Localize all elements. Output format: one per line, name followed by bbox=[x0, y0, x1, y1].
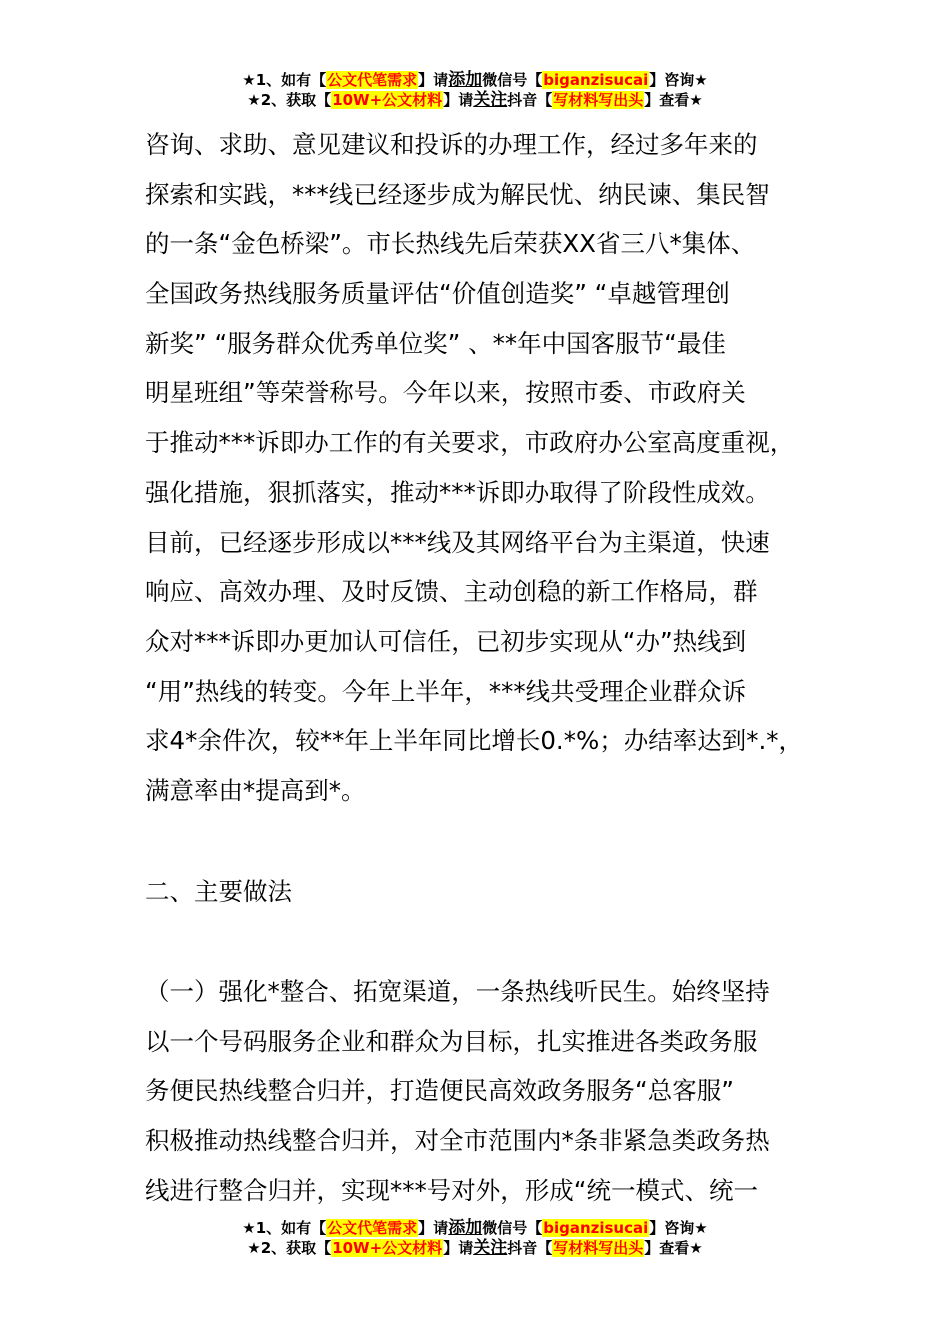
paragraph-section-1 bbox=[145, 967, 845, 1215]
text-line: 目前，已经逐步形成以***线及其网络平台为主渠道，快速 bbox=[145, 527, 770, 557]
promo-text: 】咨询★ bbox=[649, 71, 708, 89]
promo-line-1 bbox=[0, 1218, 950, 1238]
promo-highlight: 公文代笔需求 bbox=[327, 71, 418, 89]
promo-wechat-id: biganzisucai bbox=[543, 1219, 649, 1237]
promo-text: ★1、如有【 bbox=[242, 71, 327, 89]
promo-text: 】请 bbox=[418, 1219, 449, 1237]
promo-highlight: 公文代笔需求 bbox=[327, 1219, 418, 1237]
text-line: 探索和实践，***线已经逐步成为解民忧、纳民谏、集民智 bbox=[145, 179, 770, 209]
promo-text: ★1、如有【 bbox=[242, 1219, 327, 1237]
promo-underlined-text: 添加 bbox=[448, 70, 483, 90]
text-line: 全国政务热线服务质量评估“价值创造奖” “卓越管理创 bbox=[145, 279, 730, 309]
promo-douyin-id: 写材料写出头 bbox=[553, 91, 644, 109]
promo-line-2 bbox=[0, 1238, 950, 1258]
text-line: 新奖” “服务群众优秀单位奖” 、**年中国客服节“最佳 bbox=[145, 328, 726, 358]
promo-text: ★2、获取【 bbox=[247, 91, 332, 109]
promo-wechat-id: biganzisucai bbox=[543, 71, 649, 89]
promo-underlined-text: 关注 bbox=[473, 1238, 508, 1258]
text-line: 满意率由*提高到*。 bbox=[145, 775, 366, 805]
text-line: 咨询、求助、意见建议和投诉的办理工作，经过多年来的 bbox=[145, 130, 758, 159]
paragraph-intro bbox=[145, 120, 845, 816]
promo-text: 微信号【 bbox=[482, 1219, 543, 1237]
promo-text: 】请 bbox=[443, 1239, 474, 1257]
text-line: 强化措施，狠抓落实，推动***诉即办取得了阶段性成效。 bbox=[145, 477, 770, 507]
promo-text: 】查看★ bbox=[644, 91, 703, 109]
promo-underlined-text: 添加 bbox=[448, 1218, 483, 1238]
promo-text: 】请 bbox=[418, 71, 449, 89]
text-line: 线进行整合归并，实现***号对外，形成“统一模式、统一 bbox=[145, 1175, 758, 1205]
text-line: 响应、高效办理、及时反馈、主动创稳的新工作格局，群 bbox=[145, 577, 758, 607]
promo-text: 微信号【 bbox=[482, 71, 543, 89]
promo-text: 】请 bbox=[443, 91, 474, 109]
promo-underlined-text: 关注 bbox=[473, 90, 508, 110]
promo-douyin-id: 写材料写出头 bbox=[553, 1239, 644, 1257]
text-line: （一）强化*整合、拓宽渠道，一条热线听民生。始终坚持 bbox=[145, 977, 770, 1006]
text-line: 明星班组”等荣誉称号。今年以来，按照市委、市政府关 bbox=[145, 378, 746, 408]
text-line: “用”热线的转变。今年上半年，***线共受理企业群众诉 bbox=[145, 676, 747, 706]
promo-line-1 bbox=[0, 70, 950, 90]
text-line: 的一条“金色桥梁”。市长热线先后荣获XX省三八*集体、 bbox=[145, 229, 756, 259]
text-line: 以一个号码服务企业和群众为目标，扎实推进各类政务服 bbox=[145, 1026, 758, 1056]
text-line: 众对***诉即办更加认可信任，已初步实现从“办”热线到 bbox=[145, 626, 747, 656]
text-line: 求4*余件次，较**年上半年同比增长0.*%；办结率达到*.*， bbox=[145, 726, 804, 756]
promo-text: 】查看★ bbox=[644, 1239, 703, 1257]
promo-highlight: 10W+公文材料 bbox=[332, 91, 443, 109]
promo-text: 抖音【 bbox=[507, 91, 553, 109]
promo-highlight: 10W+公文材料 bbox=[332, 1239, 443, 1257]
section-heading: 二、主要做法 bbox=[145, 877, 292, 906]
promo-text: 】咨询★ bbox=[649, 1219, 708, 1237]
text-line: 积极推动热线整合归并，对全市范围内*条非紧急类政务热 bbox=[145, 1126, 770, 1156]
text-line: 务便民热线整合归并，打造便民高效政务服务“总客服” bbox=[145, 1076, 734, 1106]
promo-line-2 bbox=[0, 90, 950, 110]
promo-text: 抖音【 bbox=[507, 1239, 553, 1257]
promo-banner-bottom bbox=[0, 1218, 950, 1258]
promo-text: ★2、获取【 bbox=[247, 1239, 332, 1257]
text-line: 于推动***诉即办工作的有关要求，市政府办公室高度重视， bbox=[145, 428, 795, 458]
promo-banner-top bbox=[0, 70, 950, 110]
